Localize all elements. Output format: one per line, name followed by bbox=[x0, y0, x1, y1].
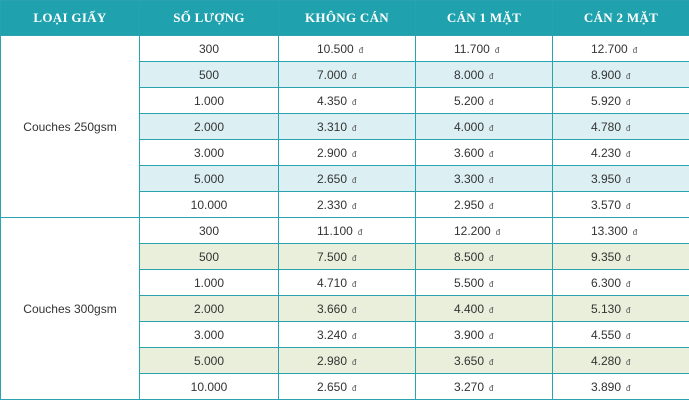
price-value: 4.000 bbox=[454, 119, 485, 134]
quantity-cell: 10.000 bbox=[140, 192, 279, 218]
price-two-side-lamination bbox=[553, 166, 689, 192]
header-two-side-lamination: CÁN 2 MẶT bbox=[553, 1, 689, 36]
price-no-lamination-text bbox=[317, 68, 377, 82]
price-one-side-lamination-text bbox=[454, 276, 514, 290]
price-value: 5.920 bbox=[591, 93, 622, 108]
currency-symbol: đ bbox=[626, 201, 631, 211]
price-one-side-lamination bbox=[416, 348, 553, 374]
currency-symbol: đ bbox=[489, 305, 494, 315]
price-one-side-lamination bbox=[416, 114, 553, 140]
price-one-side-lamination-text bbox=[454, 328, 514, 342]
price-two-side-lamination bbox=[553, 296, 689, 322]
price-one-side-lamination bbox=[416, 270, 553, 296]
currency-symbol: đ bbox=[352, 279, 357, 289]
currency-symbol: đ bbox=[626, 331, 631, 341]
price-value: 3.660 bbox=[317, 301, 348, 316]
currency-symbol: đ bbox=[489, 149, 494, 159]
currency-symbol: đ bbox=[626, 253, 631, 263]
quantity-cell: 1.000 bbox=[140, 270, 279, 296]
price-two-side-lamination bbox=[553, 62, 689, 88]
price-two-side-lamination-text bbox=[591, 120, 651, 134]
currency-symbol: đ bbox=[495, 227, 501, 237]
currency-symbol: đ bbox=[489, 175, 494, 185]
currency-symbol: đ bbox=[352, 97, 357, 107]
currency-symbol: đ bbox=[489, 71, 494, 81]
price-no-lamination bbox=[279, 140, 416, 166]
price-one-side-lamination-text bbox=[454, 146, 514, 160]
currency-symbol: đ bbox=[352, 305, 357, 315]
price-value: 4.230 bbox=[591, 145, 622, 160]
price-one-side-lamination-text bbox=[454, 172, 514, 186]
currency-symbol: đ bbox=[352, 149, 357, 159]
currency-symbol: đ bbox=[494, 45, 500, 55]
price-no-lamination-text bbox=[317, 42, 377, 56]
price-two-side-lamination-text bbox=[591, 302, 651, 316]
quantity-cell: 2.000 bbox=[140, 296, 279, 322]
header-paper-type: LOẠI GIẤY bbox=[1, 1, 140, 36]
price-two-side-lamination-text bbox=[591, 146, 651, 160]
quantity-cell: 3.000 bbox=[140, 140, 279, 166]
price-value: 12.200 bbox=[454, 223, 491, 238]
price-no-lamination bbox=[279, 166, 416, 192]
price-one-side-lamination-text bbox=[454, 302, 514, 316]
price-two-side-lamination bbox=[553, 36, 689, 62]
price-one-side-lamination bbox=[416, 322, 553, 348]
currency-symbol: đ bbox=[352, 123, 357, 133]
price-value: 8.900 bbox=[591, 67, 622, 82]
currency-symbol: đ bbox=[358, 45, 364, 55]
price-value: 11.100 bbox=[317, 223, 353, 238]
price-one-side-lamination-text bbox=[454, 120, 514, 134]
price-value: 12.700 bbox=[591, 41, 628, 56]
currency-symbol: đ bbox=[489, 331, 494, 341]
price-value: 4.400 bbox=[454, 301, 485, 316]
price-two-side-lamination-text bbox=[591, 172, 651, 186]
currency-symbol: đ bbox=[357, 227, 363, 237]
price-value: 3.900 bbox=[454, 327, 485, 342]
price-two-side-lamination-text bbox=[591, 42, 651, 56]
table-row bbox=[1, 36, 689, 62]
price-value: 10.500 bbox=[317, 41, 354, 56]
price-two-side-lamination bbox=[553, 374, 689, 400]
price-no-lamination-text bbox=[317, 302, 377, 316]
quantity-cell: 3.000 bbox=[140, 322, 279, 348]
price-no-lamination-text bbox=[317, 250, 377, 264]
price-value: 2.650 bbox=[317, 171, 348, 186]
price-one-side-lamination bbox=[416, 140, 553, 166]
price-value: 2.330 bbox=[317, 197, 348, 212]
currency-symbol: đ bbox=[632, 227, 638, 237]
price-one-side-lamination bbox=[416, 374, 553, 400]
price-value: 4.710 bbox=[317, 275, 348, 290]
price-value: 4.550 bbox=[591, 327, 622, 342]
price-two-side-lamination-text bbox=[591, 380, 651, 394]
price-two-side-lamination-text bbox=[591, 328, 651, 342]
price-value: 5.130 bbox=[591, 301, 622, 316]
price-value: 3.890 bbox=[591, 379, 622, 394]
price-no-lamination bbox=[279, 192, 416, 218]
currency-symbol: đ bbox=[489, 279, 494, 289]
price-one-side-lamination bbox=[416, 296, 553, 322]
price-value: 7.500 bbox=[317, 249, 348, 264]
currency-symbol: đ bbox=[489, 253, 494, 263]
price-two-side-lamination-text bbox=[591, 276, 651, 290]
table-body bbox=[1, 36, 689, 400]
currency-symbol: đ bbox=[626, 97, 631, 107]
price-no-lamination-text bbox=[317, 380, 377, 394]
currency-symbol: đ bbox=[626, 71, 631, 81]
price-value: 2.900 bbox=[317, 145, 348, 160]
price-two-side-lamination bbox=[553, 348, 689, 374]
quantity-cell: 500 bbox=[140, 244, 279, 270]
currency-symbol: đ bbox=[489, 97, 494, 107]
quantity-cell: 500 bbox=[140, 62, 279, 88]
price-one-side-lamination-text bbox=[454, 68, 514, 82]
price-no-lamination-text bbox=[317, 276, 377, 290]
currency-symbol: đ bbox=[352, 331, 357, 341]
price-no-lamination-text bbox=[317, 94, 377, 108]
price-value: 3.570 bbox=[591, 197, 622, 212]
price-no-lamination bbox=[279, 296, 416, 322]
price-no-lamination-text bbox=[317, 120, 377, 134]
price-one-side-lamination-text bbox=[454, 42, 514, 56]
currency-symbol: đ bbox=[626, 357, 631, 367]
price-two-side-lamination bbox=[553, 218, 689, 244]
price-two-side-lamination bbox=[553, 140, 689, 166]
currency-symbol: đ bbox=[352, 201, 357, 211]
currency-symbol: đ bbox=[626, 383, 631, 393]
quantity-cell: 10.000 bbox=[140, 374, 279, 400]
currency-symbol: đ bbox=[489, 201, 494, 211]
price-one-side-lamination bbox=[416, 88, 553, 114]
price-value: 3.650 bbox=[454, 353, 485, 368]
price-value: 3.240 bbox=[317, 327, 348, 342]
price-one-side-lamination bbox=[416, 62, 553, 88]
price-no-lamination bbox=[279, 218, 416, 244]
price-two-side-lamination-text bbox=[591, 198, 651, 212]
currency-symbol: đ bbox=[352, 71, 357, 81]
header-one-side-lamination: CÁN 1 MẶT bbox=[416, 1, 553, 36]
quantity-cell: 2.000 bbox=[140, 114, 279, 140]
price-one-side-lamination-text bbox=[454, 198, 514, 212]
price-no-lamination bbox=[279, 114, 416, 140]
paper-type-cell: Couches 250gsm bbox=[1, 36, 140, 218]
currency-symbol: đ bbox=[626, 123, 631, 133]
price-value: 6.300 bbox=[591, 275, 622, 290]
quantity-cell: 300 bbox=[140, 36, 279, 62]
price-one-side-lamination bbox=[416, 218, 553, 244]
price-two-side-lamination bbox=[553, 270, 689, 296]
price-no-lamination bbox=[279, 270, 416, 296]
currency-symbol: đ bbox=[352, 253, 357, 263]
header-quantity: SỐ LƯỢNG bbox=[140, 1, 279, 36]
price-two-side-lamination-text bbox=[591, 224, 651, 238]
currency-symbol: đ bbox=[489, 383, 494, 393]
price-value: 5.500 bbox=[454, 275, 485, 290]
price-value: 7.000 bbox=[317, 67, 348, 82]
price-value: 3.310 bbox=[317, 119, 348, 134]
price-value: 13.300 bbox=[591, 223, 628, 238]
price-no-lamination bbox=[279, 244, 416, 270]
currency-symbol: đ bbox=[489, 357, 494, 367]
price-no-lamination bbox=[279, 322, 416, 348]
currency-symbol: đ bbox=[352, 383, 357, 393]
header-no-lamination: KHÔNG CÁN bbox=[279, 1, 416, 36]
quantity-cell: 5.000 bbox=[140, 348, 279, 374]
price-value: 3.950 bbox=[591, 171, 622, 186]
currency-symbol: đ bbox=[626, 279, 631, 289]
price-two-side-lamination bbox=[553, 322, 689, 348]
price-no-lamination-text bbox=[317, 146, 377, 160]
price-one-side-lamination-text bbox=[454, 224, 514, 238]
price-one-side-lamination bbox=[416, 36, 553, 62]
price-no-lamination-text bbox=[317, 328, 377, 342]
quantity-cell: 5.000 bbox=[140, 166, 279, 192]
currency-symbol: đ bbox=[626, 149, 631, 159]
price-no-lamination-text bbox=[317, 354, 377, 368]
price-one-side-lamination-text bbox=[454, 354, 514, 368]
currency-symbol: đ bbox=[352, 357, 357, 367]
price-one-side-lamination-text bbox=[454, 250, 514, 264]
currency-symbol: đ bbox=[626, 175, 631, 185]
header-row bbox=[1, 1, 689, 36]
price-two-side-lamination bbox=[553, 114, 689, 140]
quantity-cell: 1.000 bbox=[140, 88, 279, 114]
currency-symbol: đ bbox=[489, 123, 494, 133]
price-one-side-lamination-text bbox=[454, 380, 514, 394]
currency-symbol: đ bbox=[352, 175, 357, 185]
currency-symbol: đ bbox=[632, 45, 638, 55]
price-value: 2.650 bbox=[317, 379, 348, 394]
price-no-lamination-text bbox=[317, 198, 377, 212]
price-value: 2.950 bbox=[454, 197, 485, 212]
price-value: 8.500 bbox=[454, 249, 485, 264]
price-two-side-lamination-text bbox=[591, 68, 651, 82]
price-no-lamination bbox=[279, 88, 416, 114]
quantity-cell: 300 bbox=[140, 218, 279, 244]
price-one-side-lamination-text bbox=[454, 94, 514, 108]
price-one-side-lamination bbox=[416, 166, 553, 192]
price-no-lamination bbox=[279, 348, 416, 374]
currency-symbol: đ bbox=[626, 305, 631, 315]
price-value: 3.600 bbox=[454, 145, 485, 160]
price-value: 4.350 bbox=[317, 93, 348, 108]
price-no-lamination bbox=[279, 36, 416, 62]
price-value: 4.780 bbox=[591, 119, 622, 134]
price-two-side-lamination-text bbox=[591, 94, 651, 108]
price-value: 11.700 bbox=[454, 41, 490, 56]
price-one-side-lamination bbox=[416, 192, 553, 218]
price-value: 2.980 bbox=[317, 353, 348, 368]
price-two-side-lamination bbox=[553, 88, 689, 114]
price-value: 3.270 bbox=[454, 379, 485, 394]
price-two-side-lamination bbox=[553, 192, 689, 218]
price-value: 8.000 bbox=[454, 67, 485, 82]
price-two-side-lamination bbox=[553, 244, 689, 270]
price-one-side-lamination bbox=[416, 244, 553, 270]
price-value: 4.280 bbox=[591, 353, 622, 368]
paper-type-cell: Couches 300gsm bbox=[1, 218, 140, 400]
price-no-lamination bbox=[279, 62, 416, 88]
price-two-side-lamination-text bbox=[591, 354, 651, 368]
price-value: 9.350 bbox=[591, 249, 622, 264]
price-value: 5.200 bbox=[454, 93, 485, 108]
price-no-lamination bbox=[279, 374, 416, 400]
table-row bbox=[1, 218, 689, 244]
price-two-side-lamination-text bbox=[591, 250, 651, 264]
price-value: 3.300 bbox=[454, 171, 485, 186]
price-no-lamination-text bbox=[317, 224, 377, 238]
price-no-lamination-text bbox=[317, 172, 377, 186]
